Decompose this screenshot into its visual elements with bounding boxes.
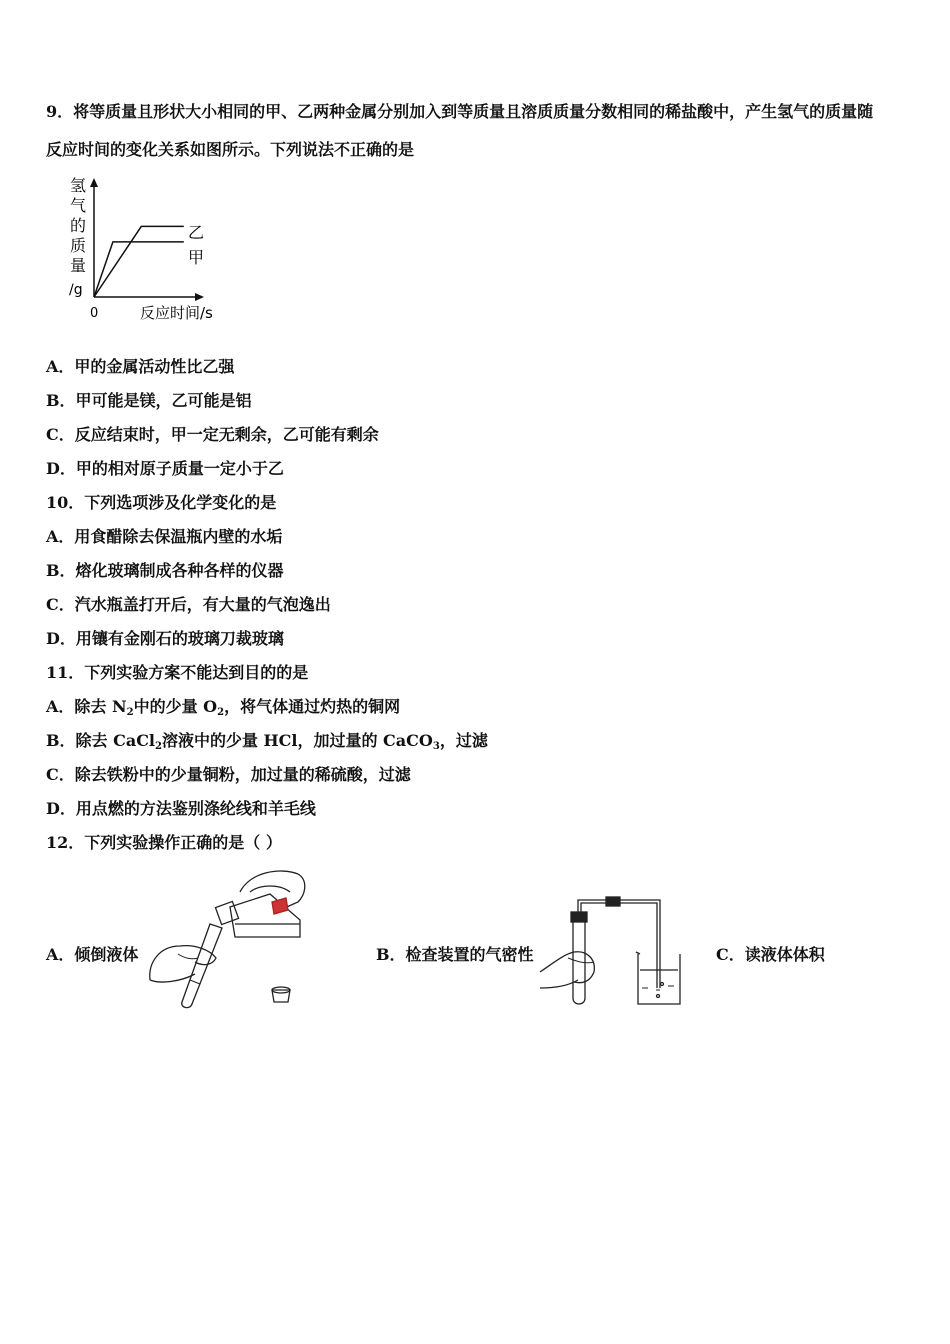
q9-option-b[interactable]: B．甲可能是镁，乙可能是铝: [46, 391, 252, 410]
series-line-jia: [94, 242, 184, 297]
airtightness-check-illustration: [538, 892, 688, 1010]
q11-stem: 11．下列实验方案不能达到目的的是: [46, 663, 309, 682]
x-axis-arrow: [195, 293, 204, 301]
q9-stem-line2: 反应时间的变化关系如图所示。下列说法不正确的是: [46, 140, 415, 159]
q11-option-c[interactable]: C．除去铁粉中的少量铜粉，加过量的稀硫酸，过滤: [46, 765, 411, 784]
q11-a-sub2: 2: [217, 707, 225, 718]
q10-stem: 10．下列选项涉及化学变化的是: [46, 493, 277, 512]
q11-b-pre: B．除去 CaCl: [46, 731, 156, 750]
origin-label: 0: [90, 306, 99, 321]
q11-b-sub1: 2: [155, 741, 162, 752]
x-axis-label: 反应时间/s: [140, 304, 213, 322]
q12-stem: 12．下列实验操作正确的是（ ）: [46, 833, 282, 852]
ylabel-char: 质: [70, 236, 87, 255]
ylabel-char: 量: [70, 256, 87, 275]
series-label-jia: 甲: [188, 248, 205, 267]
series-label-yi: 乙: [188, 223, 205, 242]
q11-b-post: ，过滤: [439, 731, 488, 750]
ylabel-char: 的: [70, 216, 87, 235]
q11-a-post: ，将气体通过灼热的铜网: [224, 697, 401, 716]
q10-option-d[interactable]: D．用镶有金刚石的玻璃刀裁玻璃: [46, 629, 284, 648]
series-line-yi: [94, 226, 184, 297]
q12-option-a[interactable]: A．倾倒液体: [46, 945, 139, 964]
q9-option-a[interactable]: A．甲的金属活动性比乙强: [46, 357, 235, 376]
q10-option-b[interactable]: B．熔化玻璃制成各种各样的仪器: [46, 561, 284, 580]
q12-option-c[interactable]: C．读液体体积: [716, 945, 825, 964]
q12-option-b[interactable]: B．检查装置的气密性: [376, 945, 534, 964]
q11-a-sub1: 2: [126, 707, 134, 718]
q11-a-mid: 中的少量 O: [133, 697, 218, 716]
q11-b-sub2: 3: [432, 741, 440, 752]
q11-option-b[interactable]: [46, 731, 488, 751]
y-axis-arrow: [90, 178, 98, 187]
q10-option-c[interactable]: C．汽水瓶盖打开后，有大量的气泡逸出: [46, 595, 331, 614]
q11-option-d[interactable]: D．用点燃的方法鉴别涤纶线和羊毛线: [46, 799, 316, 818]
ylabel-char: 氢: [70, 176, 87, 195]
q11-option-a[interactable]: [46, 697, 400, 717]
ylabel-char: 气: [70, 196, 87, 215]
q9-stem-line1: 9．将等质量且形状大小相同的甲、乙两种金属分别加入到等质量且溶质质量分数相同的稀盐酸中，产生氢气的质量随: [46, 102, 874, 121]
q11-a-pre: A．除去 N: [46, 697, 127, 716]
q9-option-c[interactable]: C．反应结束时，甲一定无剩余，乙可能有剩余: [46, 425, 379, 444]
hydrogen-mass-chart: [60, 170, 240, 330]
q9-option-d[interactable]: D．甲的相对原子质量一定小于乙: [46, 459, 284, 478]
pouring-liquid-illustration: [140, 862, 320, 1012]
q10-option-a[interactable]: A．用食醋除去保温瓶内壁的水垢: [46, 527, 283, 546]
y-unit: /g: [69, 282, 83, 298]
q11-b-mid: 溶液中的少量 HCl，加过量的 CaCO: [161, 731, 433, 750]
